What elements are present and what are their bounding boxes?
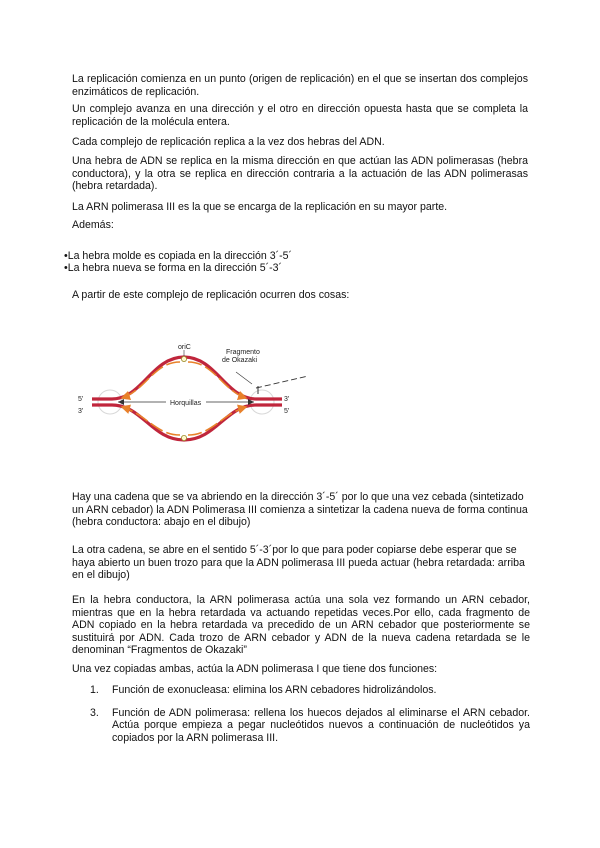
label-right-bottom: 5'	[284, 408, 290, 415]
list-number: 1.	[90, 684, 99, 696]
label-right-top: 3'	[284, 396, 290, 403]
paragraph-leading-strand: Hay una cadena que se va abriendo en la dirección 3´-5´ por lo que una vez cebada (sintetizado un ARN cebador) la ADN Polimerasa III comienza a sintetizar la cadena nueva de forma continua (hebra conductora: abajo en el dibujo)	[72, 491, 528, 528]
label-horquillas: Horquillas	[170, 400, 202, 407]
new-strand-bottom-left	[122, 407, 180, 435]
paragraph-two-strands: Cada complejo de replicación replica a la vez dos hebras del ADN.	[72, 136, 385, 148]
origin-marker-bottom	[181, 435, 186, 440]
list-item	[90, 707, 530, 745]
paragraph-leading-lagging: Una hebra de ADN se replica en la misma dirección en que actúan las ADN polimerasas (hebra conductora), y la otra se replica en dirección contraria a la actuación de las ADN polimerasas (hebra retardada).	[72, 155, 528, 192]
bullet-template-direction: •La hebra molde es copiada en la dirección 3´-5´	[64, 250, 293, 262]
bullet-new-direction: •La hebra nueva se forma en la dirección 5´-3´	[64, 262, 283, 274]
label-left-bottom: 3'	[78, 408, 84, 415]
list-number: 3.	[90, 706, 99, 719]
list-text: Función de ADN polimerasa: rellena los huecos dejados al eliminarse el ARN cebador. Actúa porque empieza a pegar nucleótidos nuevos a continuación de nucleótidos ya copiados por la ARN polimerasa III.	[112, 706, 530, 744]
paragraph-intro: A partir de este complejo de replicación ocurren dos cosas:	[72, 289, 350, 301]
new-strand-bottom-right	[188, 407, 246, 435]
paragraph-direction: Un complejo avanza en una dirección y el otro en dirección opuesta hasta que se completa la replicación de la molécula entera.	[72, 103, 528, 128]
paragraph-okazaki: En la hebra conductora, la ARN polimerasa actúa una sola vez formando un ARN cebador, mientras que en la hebra retardada va actuando repetidas veces.Por ello, cada fragmento de ADN copiado en la hebra retardada va precedido de un ARN cebador que posteriormente se sustituirá por ADN. Cada trozo de ARN cebador y ADN de la nueva cadena retardada se le denominan “Fragmentos de Okazaki”	[72, 594, 530, 656]
functions-list	[90, 684, 530, 744]
list-text: Función de exonucleasa: elimina los ARN cebadores hidrolizándolos.	[112, 684, 437, 696]
label-fragmento: Fragmento de Okazaki	[222, 349, 260, 364]
origin-marker-top	[181, 356, 186, 361]
list-item	[90, 684, 530, 697]
paragraph-polymerase-iii: La ARN polimerasa III es la que se encarga de la replicación en su mayor parte.	[72, 201, 448, 213]
paragraph-lagging-strand: La otra cadena, se abre en el sentido 5´-3´por lo que para poder copiarse debe esperar que se haya abierto un buen trozo para que la ADN polimerasa III pueda actuar (hebra retardada: arriba en el dibujo)	[72, 544, 525, 581]
replication-bubble-diagram	[72, 340, 312, 450]
label-oric: oriC	[178, 344, 191, 351]
paragraph-origin: La replicación comienza en un punto (origen de replicación) en el que se insertan dos complejos enzimáticos de replicación.	[72, 73, 528, 98]
heading-ademas: Además:	[72, 219, 114, 231]
paragraph-polymerase-i: Una vez copiadas ambas, actúa la ADN polimerasa I que tiene dos funciones:	[72, 663, 438, 675]
label-left-top: 5'	[78, 396, 84, 403]
